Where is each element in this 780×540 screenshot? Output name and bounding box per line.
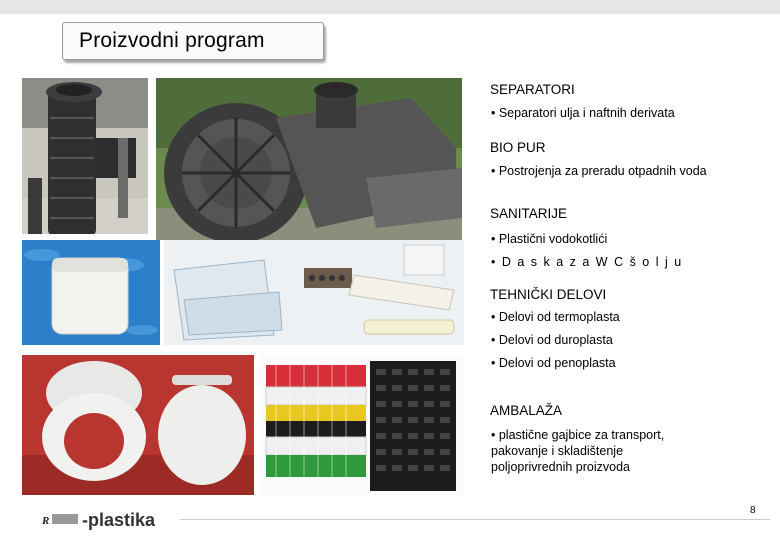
slide-title: Proizvodni program [79,29,265,52]
tehnicki-bullet-1: • Delovi od termoplasta [491,310,620,324]
tehnicki-bullet-3: • Delovi od penoplasta [491,356,616,370]
sanitarije-bullet-2: • D a s k a z a W C š o l j u [491,255,683,269]
company-logo [42,508,172,532]
cistern-photo [22,240,160,345]
sanitarije-bullet-1: • Plastični vodokotlići [491,232,608,246]
ambalaza-bullet: • plastične gajbice za transport, pakovanje i skladištenje poljoprivrednih proizvoda [491,428,665,474]
ambalaza-heading: AMBALAŽA [490,403,563,418]
logo-text: -plastika [82,510,156,530]
page-number: 8 [750,505,756,516]
title-box [62,22,324,60]
biopur-bullet: • Postrojenja za preradu otpadnih voda [491,164,707,178]
large-separator-photo [156,78,462,240]
separatori-bullet: • Separatori ulja i naftnih derivata [491,106,675,120]
top-bar [0,0,780,14]
separator-tank-photo [22,78,148,234]
separatori-heading: SEPARATORI [490,82,575,97]
footer-divider [180,519,770,520]
sanitarije-heading: SANITARIJE [490,206,568,221]
toilet-seat-photo [22,355,254,495]
plastic-drawers-photo [164,240,464,345]
svg-text:R: R [42,515,50,527]
plastic-crates-photo [260,355,464,495]
tehnicki-bullet-2: • Delovi od duroplasta [491,333,613,347]
tehnicki-heading: TEHNIČKI DELOVI [490,287,607,302]
biopur-heading: BIO PUR [490,140,546,155]
